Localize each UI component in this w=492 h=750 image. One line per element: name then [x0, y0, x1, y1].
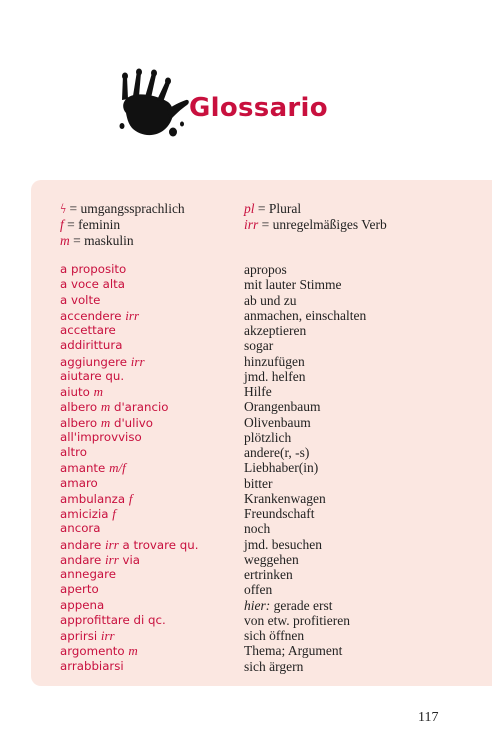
glossary-entry	[0, 445, 492, 460]
glossary-entry	[0, 643, 492, 658]
italian-term	[60, 567, 116, 582]
italian-word: accendere	[60, 308, 122, 323]
italian-term	[60, 659, 124, 674]
german-translation	[244, 628, 304, 643]
german-word: gerade erst	[273, 597, 333, 613]
glossary-entry	[0, 399, 492, 414]
italian-word: approfittare di qc.	[60, 612, 166, 627]
grammar-tag: f	[112, 506, 116, 521]
italian-term	[60, 613, 166, 628]
german-word: Olivenbaum	[244, 414, 311, 430]
italian-word: ambulanza	[60, 491, 126, 506]
glossary-entry	[0, 460, 492, 475]
german-translation	[244, 262, 287, 277]
legend-abbr: m	[60, 233, 70, 248]
glossary-entry	[0, 430, 492, 445]
legend-text: = feminin	[63, 217, 121, 232]
legend-item	[244, 201, 387, 217]
german-word: mit lauter Stimme	[244, 277, 342, 293]
italian-term	[60, 430, 142, 445]
grammar-tag: m	[100, 399, 111, 415]
italian-term	[60, 491, 132, 507]
legend-abbr: pl	[244, 201, 255, 216]
legend-abbr: irr	[244, 217, 259, 232]
german-word: ertrinken	[244, 567, 293, 582]
italian-term	[60, 262, 126, 277]
glossary-entry	[0, 384, 492, 399]
page-number: 117	[418, 710, 439, 725]
grammar-tag: m	[100, 414, 111, 430]
italian-word: aiuto	[60, 385, 90, 399]
german-translation	[244, 643, 342, 658]
german-translation	[244, 506, 314, 521]
german-word: Thema; Argument	[244, 643, 343, 659]
grammar-tag: m	[128, 643, 138, 659]
german-translation	[244, 308, 366, 323]
german-translation	[244, 491, 326, 506]
italian-word: amicizia	[60, 507, 109, 521]
german-translation	[244, 277, 342, 292]
usage-note: hier:	[244, 597, 271, 613]
german-word: akzeptieren	[244, 323, 307, 338]
legend-item	[60, 217, 185, 233]
grammar-tag: irr	[105, 536, 119, 552]
grammar-tag: irr	[125, 307, 140, 323]
italian-term	[60, 476, 98, 491]
glossary-entry	[0, 323, 492, 338]
italian-term	[60, 506, 116, 522]
glossary-entry	[0, 598, 492, 613]
italian-term	[60, 628, 115, 644]
german-word: anmachen, einschalten	[244, 307, 367, 323]
glossary-entry	[0, 537, 492, 552]
italian-term	[60, 277, 125, 292]
german-word: andere(r, -s)	[244, 445, 310, 460]
italian-word: argomento	[60, 644, 125, 659]
italian-word-continued: d'arancio	[113, 400, 169, 415]
italian-word: arrabbiarsi	[60, 658, 124, 673]
legend-abbr: f	[60, 217, 64, 232]
german-translation	[244, 384, 272, 399]
german-word: Hilfe	[244, 384, 272, 399]
italian-term	[60, 354, 145, 370]
italian-word: accettare	[60, 323, 116, 337]
italian-word: andare	[60, 552, 102, 567]
german-word: bitter	[244, 475, 273, 491]
italian-word: a volte	[60, 292, 101, 307]
german-translation	[244, 323, 306, 338]
italian-word: andare	[60, 537, 102, 552]
german-word: sogar	[244, 338, 274, 354]
glossary-entry	[0, 567, 492, 582]
glossary-entry	[0, 354, 492, 369]
italian-word: a voce alta	[60, 277, 126, 292]
german-translation	[244, 369, 305, 384]
italian-term	[60, 552, 140, 568]
italian-word: ancora	[60, 521, 101, 536]
italian-word-continued: d'ulivo	[113, 415, 153, 430]
italian-word: aiutare qu.	[60, 368, 125, 383]
german-translation	[244, 476, 273, 491]
glossary-entry	[0, 338, 492, 353]
german-translation	[244, 293, 296, 308]
italian-term	[60, 369, 124, 384]
grammar-tag: m	[93, 384, 103, 399]
glossary-entry	[0, 293, 492, 308]
grammar-tag: irr	[105, 551, 119, 567]
italian-word: amaro	[60, 475, 98, 490]
glossary-entry	[0, 308, 492, 323]
glossary-entry	[0, 262, 492, 277]
german-translation	[244, 582, 272, 597]
legend-abbr: ϟ	[60, 201, 67, 216]
legend-item	[244, 217, 387, 233]
german-translation	[244, 445, 309, 460]
german-translation	[244, 537, 322, 552]
german-word: Freundschaft	[244, 506, 315, 521]
german-word: plötzlich	[244, 429, 292, 445]
german-word: weggehen	[244, 551, 299, 567]
italian-term	[60, 521, 101, 536]
italian-word: aperto	[60, 582, 99, 597]
italian-term	[60, 338, 122, 353]
italian-word-continued: via	[122, 552, 141, 567]
italian-word-continued: a trovare qu.	[122, 537, 199, 552]
german-translation	[244, 354, 305, 369]
glossary-entry	[0, 613, 492, 628]
italian-term	[60, 537, 198, 553]
grammar-tag: irr	[100, 628, 115, 643]
german-word: hinzufügen	[244, 353, 305, 369]
italian-word: a proposito	[60, 262, 127, 276]
german-word: Liebhaber(in)	[244, 460, 319, 476]
legend-text: = maskulin	[69, 233, 134, 248]
german-word: jmd. besuchen	[244, 536, 322, 552]
glossary-entry	[0, 506, 492, 521]
glossary-entry	[0, 415, 492, 430]
glossary-entry	[0, 369, 492, 384]
italian-word: aggiungere	[60, 354, 128, 369]
german-word: Orangenbaum	[244, 399, 321, 415]
grammar-tag: irr	[130, 353, 145, 369]
italian-term	[60, 293, 100, 308]
german-word: von etw. profitieren	[244, 612, 350, 628]
italian-word: addirittura	[60, 338, 123, 353]
handprint-icon	[112, 66, 190, 142]
german-translation	[244, 521, 270, 536]
german-translation	[244, 567, 293, 582]
italian-word: amante	[60, 461, 106, 476]
german-translation	[244, 430, 291, 445]
italian-term	[60, 445, 87, 460]
italian-word: albero	[60, 400, 98, 415]
grammar-tag: f	[128, 490, 133, 506]
italian-term	[60, 582, 99, 597]
italian-term	[60, 323, 116, 338]
german-translation	[244, 415, 311, 430]
german-word: apropos	[244, 262, 287, 277]
german-translation	[244, 338, 273, 353]
german-word: ab und zu	[244, 292, 297, 308]
glossary-entry	[0, 628, 492, 643]
italian-word: altro	[60, 445, 87, 459]
german-word: noch	[244, 521, 271, 537]
italian-word: albero	[60, 415, 98, 430]
german-translation	[244, 552, 299, 567]
german-word: sich öffnen	[244, 628, 305, 643]
legend-text: = unregelmäßiges Verb	[258, 217, 387, 232]
german-translation	[244, 659, 303, 674]
italian-term	[60, 460, 126, 476]
german-word: offen	[244, 582, 273, 598]
italian-term	[60, 598, 104, 613]
glossary-entry	[0, 552, 492, 567]
italian-term	[60, 308, 139, 324]
glossary-entry	[0, 582, 492, 597]
italian-term	[60, 643, 138, 659]
italian-word: all'improvviso	[60, 429, 142, 444]
glossary-entry	[0, 521, 492, 536]
legend-item	[60, 233, 185, 249]
legend-abbreviations-left	[60, 201, 185, 249]
legend-text: = Plural	[254, 201, 302, 216]
german-translation	[244, 460, 318, 475]
italian-term	[60, 399, 168, 415]
german-word: sich ärgern	[244, 658, 304, 674]
legend-abbreviations-right	[244, 201, 387, 233]
german-word: Krankenwagen	[244, 490, 326, 506]
german-translation	[244, 598, 332, 613]
italian-word: annegare	[60, 567, 117, 581]
glossary-list	[0, 262, 492, 674]
italian-word: appena	[60, 597, 105, 612]
grammar-tag: m/f	[109, 460, 126, 476]
german-translation	[244, 399, 320, 414]
german-word: jmd. helfen	[244, 368, 306, 384]
glossary-entry	[0, 277, 492, 292]
glossary-entry	[0, 476, 492, 491]
german-translation	[244, 613, 350, 628]
italian-word: aprirsi	[60, 629, 98, 643]
italian-term	[60, 415, 153, 431]
page-title: Glossario	[189, 93, 328, 123]
legend-text: = umgangssprachlich	[66, 201, 185, 216]
italian-term	[60, 384, 103, 400]
legend-item	[60, 201, 185, 217]
glossary-entry	[0, 659, 492, 674]
glossary-entry	[0, 491, 492, 506]
